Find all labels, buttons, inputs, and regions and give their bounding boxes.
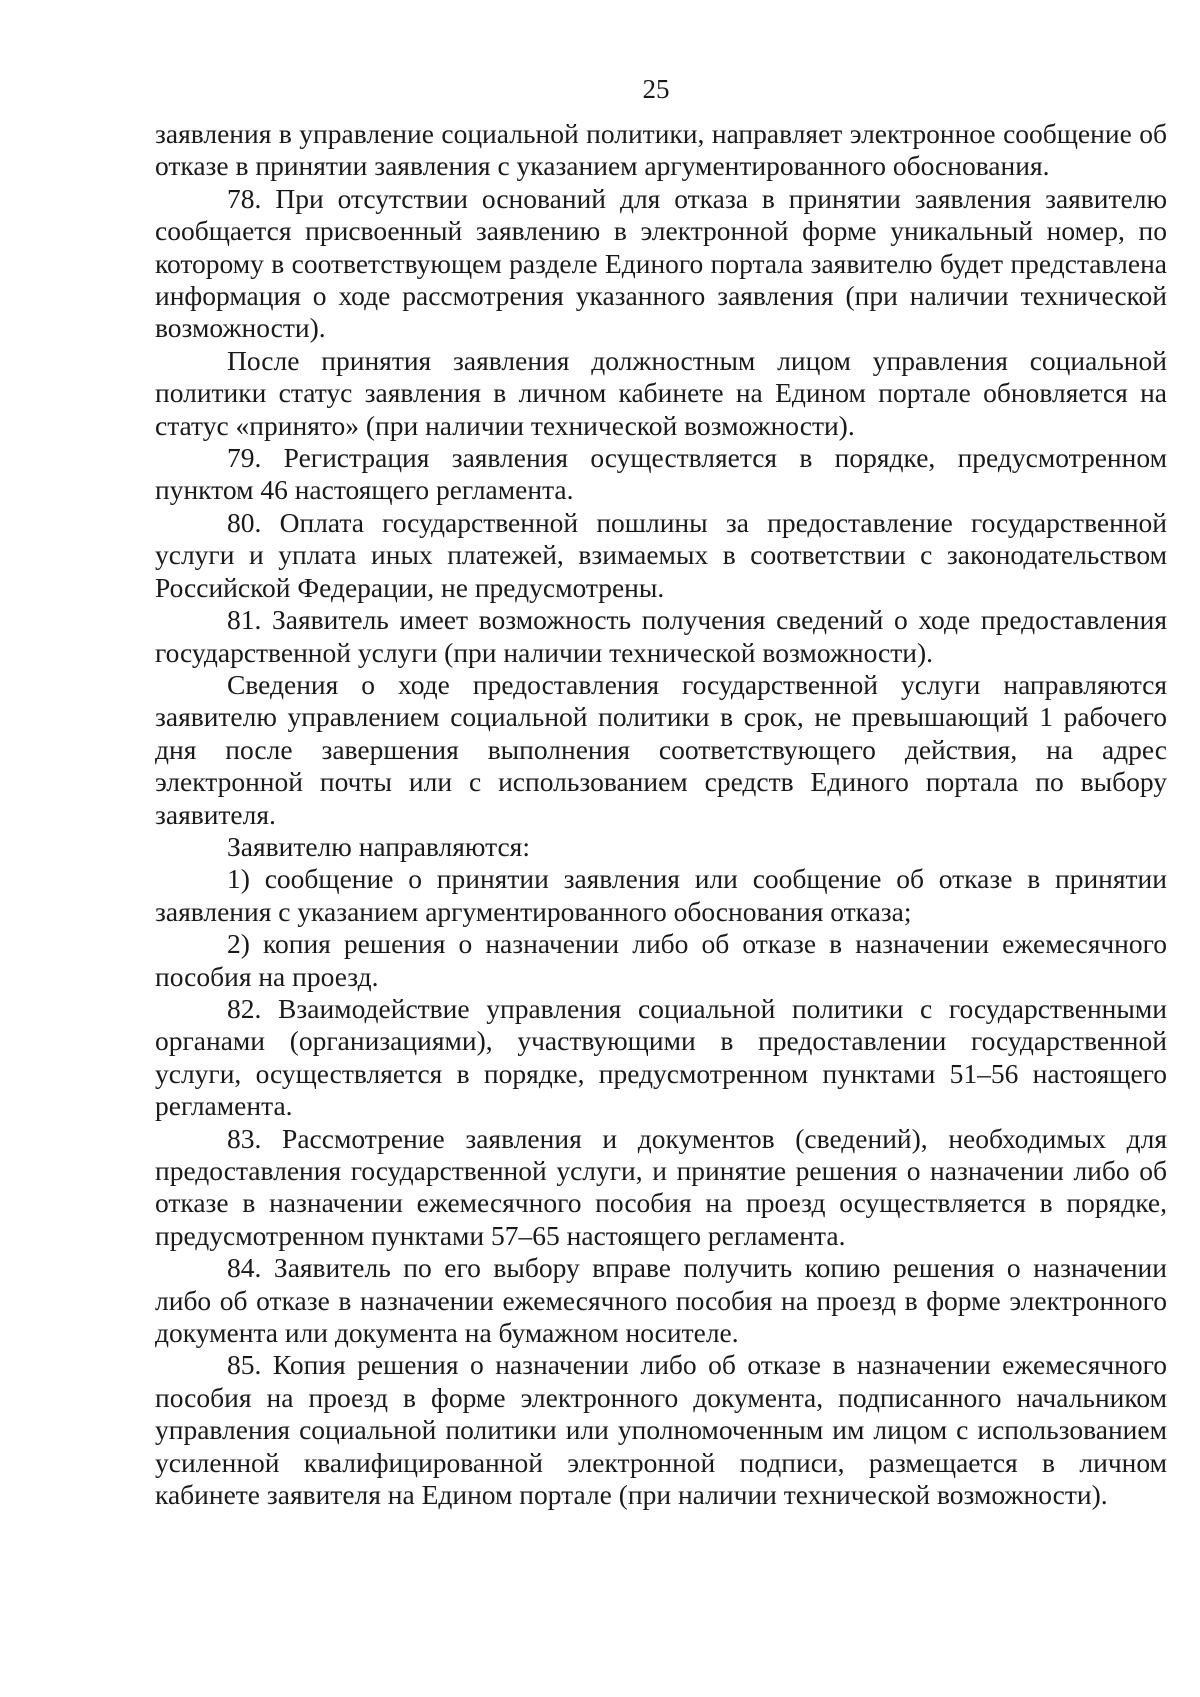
paragraph: 84. Заявитель по его выбору вправе получить копию решения о назначении либо об отказе в назначении ежемесячного пособия на проезд в форме электронного документа или документа на бумажном носителе. <box>155 1252 1167 1349</box>
paragraph: 1) сообщение о принятии заявления или сообщение об отказе в принятии заявления с указанием аргументированного обоснования отказа; <box>155 863 1167 927</box>
paragraph: Заявителю направляются: <box>227 830 530 862</box>
paragraph: заявления в управление социальной политики, направляет электронное сообщение об отказе в принятии заявления с указанием аргументированного обоснования. <box>155 118 1167 182</box>
paragraph: После принятия заявления должностным лицом управления социальной политики статус заявления в личном кабинете на Едином портале обновляется на статус «принято» (при наличии технической возможности). <box>155 344 1167 441</box>
paragraph: 83. Рассмотрение заявления и документов (сведений), необходимых для предоставления государственной услуги, и принятие решения о назначении либо об отказе в назначении ежемесячного пособия на проезд осуществляется в порядке, предусмотренном пунктами 57–65 настоящего регламента. <box>155 1122 1167 1251</box>
paragraph: 79. Регистрация заявления осуществляется в порядке, предусмотренном пунктом 46 настоящего регламента. <box>155 442 1167 506</box>
paragraph: 78. При отсутствии оснований для отказа в принятии заявления заявителю сообщается присвоенный заявлению в электронной форме уникальный номер, по которому в соответствующем разделе Единого портала заявителю будет представлена информация о ходе рассмотрения указанного заявления (при наличии технической возможности). <box>155 182 1167 344</box>
paragraph: 2) копия решения о назначении либо об отказе в назначении ежемесячного пособия на проезд. <box>155 928 1167 992</box>
paragraph: 85. Копия решения о назначении либо об отказе в назначении ежемесячного пособия на проезд в форме электронного документа, подписанного начальником управления социальной политики или уполномоченным им лицом с использованием усиленной квалифицированной электронной подписи, размещается в личном кабинете заявителя на Едином портале (при наличии технической возможности). <box>155 1349 1167 1511</box>
paragraph: 81. Заявитель имеет возможность получения сведений о ходе предоставления государственной услуги (при наличии технической возможности). <box>155 604 1167 668</box>
paragraph: 82. Взаимодействие управления социальной политики с государственными органами (организациями), участвующими в предоставлении государственной услуги, осуществляется в порядке, предусмотренном пунктами 51–56 настоящего регламента. <box>155 992 1167 1122</box>
document-body <box>155 118 1167 1511</box>
page-number: 25 <box>642 74 670 104</box>
paragraph: 80. Оплата государственной пошлины за предоставление государственной услуги и уплата иных платежей, взимаемых в соответствии с законодательством Российской Федерации, не предусмотрены. <box>155 506 1167 603</box>
paragraph: Сведения о ходе предоставления государственной услуги направляются заявителю управлением социальной политики в срок, не превышающий 1 рабочего дня после завершения выполнения соответствующего действия, на адрес электронной почты или с использованием средств Единого портала по выбору заявителя. <box>155 668 1167 830</box>
